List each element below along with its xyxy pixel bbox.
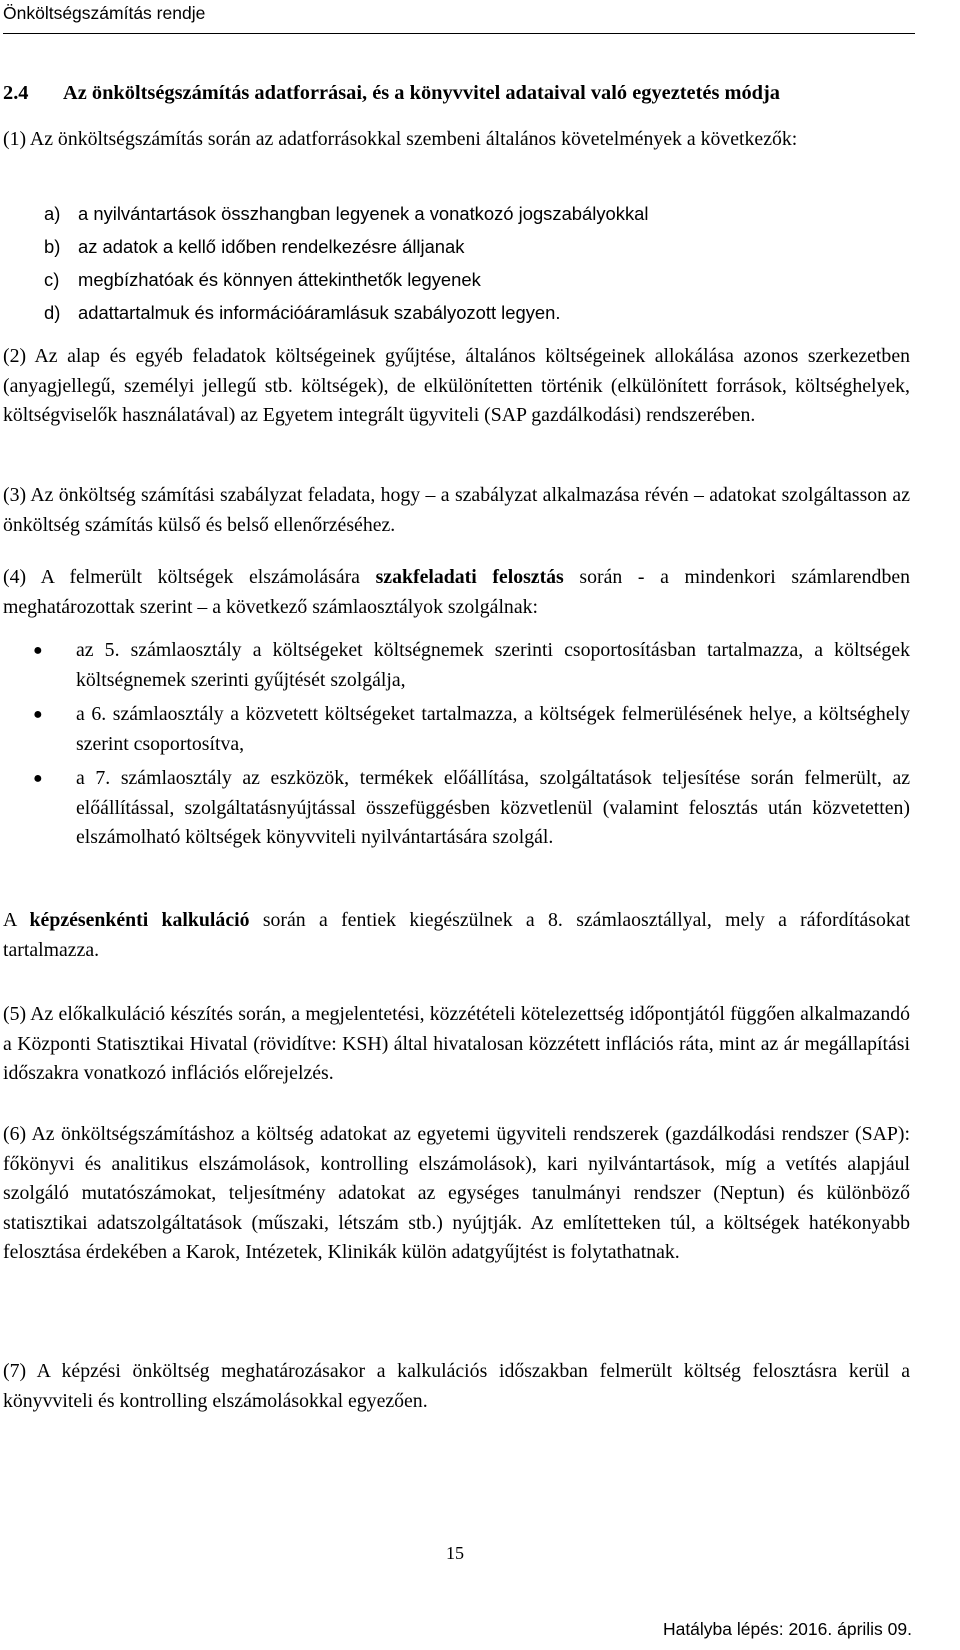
- list-item: [44, 197, 904, 230]
- account-class-list: [3, 636, 910, 858]
- paragraph-6: (6) Az önköltségszámításhoz a költség adatokat az egyetemi ügyviteli rendszerek (gazdálkodási rendszer (SAP): főkönyvi és analitikus elszámolások, kontrolling elszámolások), kari nyilvántartások, míg a vetítés alapjául szolgáló mutatószámokat, teljesítmény adatokat az egységes tanulmányi rendszer (Neptun) és különböző statisztikai adatszolgáltatások (műszaki, létszám stb.) nyújtják. Az említetteken túl, a költségek hatékonyabb felosztása érdekében a Karok, Intézetek, Klinikák külön adatgyűjtést is folytathatnak.: [3, 1123, 910, 1263]
- paragraph-3: (3) Az önköltség számítási szabályzat feladata, hogy – a szabályzat alkalmazása révén – adatokat szolgáltasson az önköltség számítás külső és belső ellenőrzéséhez.: [3, 484, 910, 536]
- section-heading: [3, 82, 913, 105]
- list-item-text: adattartalmuk és információáramlásuk szabályozott legyen.: [78, 302, 561, 323]
- section-title: Az önköltségszámítás adatforrásai, és a könyvvitel adataival való egyeztetés módja: [63, 82, 780, 104]
- running-header-title: Önköltségszámítás rendje: [3, 3, 206, 23]
- list-item-text: a nyilvántartások összhangban legyenek a vonatkozó jogszabályokkal: [78, 203, 649, 224]
- bullet-icon: ●: [33, 770, 43, 787]
- paragraph-2: (2) Az alap és egyéb feladatok költségeinek gyűjtése, általános költségeinek allokálása azonos szerkezetben (anyagjellegű, személyi jellegű stb. költségek), de elkülönítetten történik (elkülönített források, költséghelyek, költségviselők használatával) az Egyetem integrált ügyviteli (SAP gazdálkodási) rendszerében.: [3, 345, 910, 426]
- paragraph-4-text-start: (4) A felmerült költségek elszámolására: [3, 566, 376, 588]
- list-item-label: b): [44, 236, 61, 257]
- effective-date: Hatályba lépés: 2016. április 09.: [662, 1619, 912, 1639]
- list-item-text: a 7. számlaosztály az eszközök, termékek előállítása, szolgáltatások teljesítése során felmerült, az előállítással, szolgáltatásnyújtással összefüggésben közvetlenül (valamint felosztás után közvetetten) elszámolható költségek könyvviteli nyilvántartására szolgál.: [76, 767, 910, 848]
- page-number: 15: [446, 1543, 464, 1563]
- paragraph-7: (7) A képzési önköltség meghatározásakor a kalkulációs időszakban felmerült költség felosztásra kerül a könyvviteli és kontrolling elszámolásokkal egyezően.: [3, 1360, 910, 1412]
- list-item-label: c): [44, 269, 60, 290]
- paragraph-4: [3, 563, 910, 622]
- list-item: [44, 296, 904, 329]
- list-item-text: az 5. számlaosztály a költségeket költségnemek szerinti csoportosításban tartalmazza, a költségek költségnemek szerinti gyűjtését szolgálja,: [76, 639, 910, 691]
- list-item-text: az adatok a kellő időben rendelkezésre álljanak: [78, 236, 465, 257]
- list-item-text: megbízhatóak és könnyen áttekinthetők legyenek: [78, 269, 481, 290]
- paragraph-4-text-end: során - a mindenkori számlarendben meghatározottak szerint – a következő számlaosztályok szolgálnak:: [3, 566, 910, 618]
- section-number: 2.4: [3, 82, 29, 104]
- header-divider: [3, 33, 915, 34]
- paragraph-4-emphasis: szakfeladati felosztás: [375, 566, 564, 588]
- list-item: [3, 700, 910, 759]
- paragraph-training-text-start: A: [3, 909, 30, 931]
- list-item: [3, 764, 910, 853]
- bullet-icon: ●: [33, 642, 43, 659]
- paragraph-training-text-end: során a fentiek kiegészülnek a 8. számlaosztállyal, mely a ráfordításokat tartalmazza.: [3, 909, 911, 961]
- list-item-label: d): [44, 302, 61, 323]
- list-item-text: a 6. számlaosztály a közvetett költségeket tartalmazza, a költségek felmerülésének helye, a költséghely szerint csoportosítva,: [76, 703, 910, 755]
- paragraph-training-calculation: [3, 906, 910, 965]
- paragraph-5: (5) Az előkalkuláció készítés során, a megjelentetési, közzétételi kötelezettség időpontjától függően alkalmazandó a Központi Statisztikai Hivatal (rövidítve: KSH) által hivatalosan közzétett inflációs ráta, mint az ár megállapítási időszakra vonatkozó inflációs előrejelzés.: [3, 1003, 910, 1084]
- list-item-label: a): [44, 203, 61, 224]
- list-item: [3, 636, 910, 695]
- bullet-icon: ●: [33, 706, 43, 723]
- paragraph-training-emphasis: képzésenkénti kalkuláció: [29, 909, 250, 931]
- requirements-list: [44, 197, 904, 329]
- list-item: [44, 230, 904, 263]
- paragraph-1-intro: (1) Az önköltségszámítás során az adatforrásokkal szembeni általános követelmények a következők:: [3, 128, 798, 150]
- list-item: [44, 263, 904, 296]
